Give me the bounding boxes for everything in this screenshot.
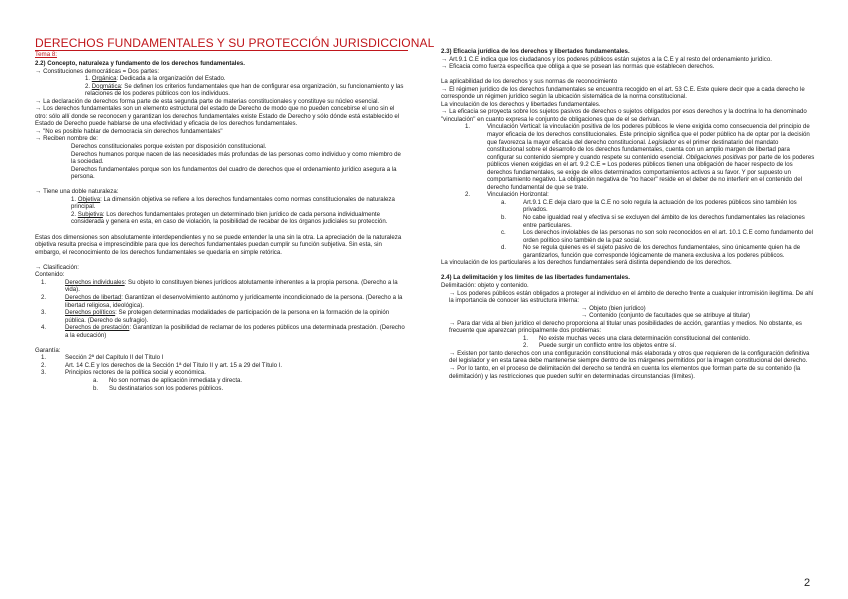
list-item: 2. Vinculación Horizontal:: [465, 191, 549, 199]
paragraph: → Por lo tanto, en el proceso de delimitación del derecho se tendrá en cuenta los elementos que forman parte de su contenido (la delimitación) y las restricciones que pueden sufrir en determinadas circunstancias (límites).: [441, 365, 815, 380]
list-item: Derechos fundamentales porque son los fundamentos del cuadro de derechos que el ordenamiento jurídico asegura a la persona.: [71, 165, 397, 181]
list-item: 4. Derechos de prestación: Garantizan la posibilidad de reclamar de los poderes públicos una determinada prestación. (Derecho a la educación): [41, 324, 405, 339]
paragraph: → Para dar vida al bien jurídico el derecho proporciona al titular unas posibilidades de acción, garantías y medios. No obstante, es frecuente que aparezcan principalmente dos problemas:: [441, 320, 815, 335]
list-item: Derechos constitucionales porque existen por disposición constitucional.: [71, 143, 267, 151]
paragraph: → Existen por tanto derechos con una configuración constitucional más elaborada y otros que requieren de la configuración definitiva del legislador y en esta tarea debe mantenerse siempre dentro de los márgenes permitidos por la imagen constitucional del derecho.: [441, 350, 815, 365]
page-number: 2: [804, 577, 811, 589]
list-item: 1. Objetiva: La dimensión objetiva se refiere a los derechos fundamentales como normas constitucionales de naturaleza principal.: [71, 195, 395, 211]
paragraph: → Los derechos fundamentales son un elemento estructural del estado de Derecho de modo que no pueden concebirse el uno sin el otro: sólo allí donde se reconocen y garantizan los derechos fundamentales existe Estado de Derecho y sólo dónde está establecido el Estado de Derecho puede hablarse de una efectividad y eficacia de los derechos fundamentales.: [35, 105, 407, 128]
list-item: 1. Vinculación Vertical: la vinculación positiva de los poderes públicos le viene exigida como consecuencia del principio de mayor eficacia de los derechos constitucionales. Este principio significa que el poder público ha de optar por la decisión que favorezca la mayor eficacia del derecho constitucional. Legislador es el primer destinatario del mandato constitucional sobre el desarrollo de los derechos fundamentales, cuenta con un amplio margen de libertad para configurar su contenido siempre y cuando respete su contenido esencial. Obligaciones positivas por parte de los poderes públicos vienen exigidas en el art. 9.2 C.E = Los poderes públicos tienen una obligación de hacer respecto de los derechos fundamentales, se exige de ellos determinados comportamientos activos a su favor. Y por supuesto un comportamiento negativo. La obligación negativa de "no hacer" reside en el deber de no interferir en el contenido del derecho fundamental de que se trate.: [465, 123, 815, 191]
paragraph: → Clasificación:: [35, 264, 407, 272]
list-item: 2. Derechos de libertad: Garantizan el desenvolvimiento autónomo y jurídicamente incondicionado de la persona. (Derecho a la libertad religiosa, ideológica).: [41, 293, 403, 309]
list-item: → Contenido (conjunto de facultades que se atribuye al titular): [441, 312, 815, 320]
list-item: c. Los derechos inviolables de las personas no son solo reconocidos en el art. 10.1 C.E como fundamento del orden político sino también de la paz social.: [501, 229, 813, 244]
list-item: a. No son normas de aplicación inmediata y directa.: [93, 376, 243, 384]
paragraph: Garantía:: [35, 346, 61, 354]
tema-label: Tema 8:: [35, 51, 58, 58]
left-column: [35, 60, 407, 392]
list-item: 2. Dogmática: Se definen los criterios fundamentales que han de configurar esa organización, su funcionamiento y las relaciones de los poderes públicos con los individuos.: [85, 82, 404, 98]
right-column: [441, 48, 815, 380]
paragraph: → Constituciones democráticas = Dos partes:: [35, 68, 407, 76]
section-heading: 2.3) Eficacia jurídica de los derechos y libertades fundamentales.: [441, 48, 630, 55]
paragraph: → El régimen jurídico de los derechos fundamentales se encuentra recogido en el art. 53 C.E. Este quiere decir que a cada derecho le corresponde un régimen jurídico según la ubicación sistemática de la norma constitucional.: [441, 86, 815, 101]
paragraph: → "No es posible hablar de democracia sin derechos fundamentales": [35, 128, 407, 136]
list-item: b. Su destinatarios son los poderes públicos.: [93, 384, 224, 392]
list-item: Derechos humanos porque nacen de las necesidades más profundas de las personas como individuo y como miembro de la sociedad.: [71, 150, 401, 166]
list-item: a. Art.9.1 C.E deja claro que la C.E no solo regula la actuación de los poderes públicos sino también los privados.: [501, 198, 797, 214]
list-item: 2. Art. 14 C.E y los derechos de la Sección 1ª del Título II y art. 15 a 29 del Título I.: [41, 361, 283, 369]
paragraph: → Reciben nombre de:: [35, 135, 407, 143]
paragraph: → La eficacia se proyecta sobre los sujetos pasivos de derechos o sujetos obligados por esos derechos y la doctrina lo ha denominado "vinculación" en cuanto expresa le conjunto de obligaciones que de el se derivan.: [441, 108, 815, 123]
list-item: 1. Orgánica: Dedicada a la organización del Estado.: [85, 75, 226, 83]
paragraph: La vinculación de los derechos y libertades fundamentales.: [441, 100, 601, 108]
paragraph: La vinculación de los particulares a los derechos fundamentales será distinta dependiendo de los derechos.: [441, 259, 732, 267]
paragraph: → Tiene una doble naturaleza:: [35, 188, 407, 196]
paragraph: Contenido:: [35, 271, 65, 279]
list-item: 1. No existe muchas veces una clara determinación constitucional del contenido.: [523, 334, 751, 342]
document-title: DERECHOS FUNDAMENTALES Y SU PROTECCIÓN JURISDICCIONAL: [35, 36, 435, 50]
paragraph: → Art.9.1 C.E indica que los ciudadanos y los poderes públicos están sujetos a la C.E y al resto del ordenamiento jurídico.: [441, 56, 815, 64]
list-item: 1. Derechos individuales: Su objeto lo constituyen bienes jurídicos atolutamente inherentes a la propia persona. (Derecho a la vida).: [41, 278, 398, 294]
section-heading: 2.2) Concepto, naturaleza y fundamento de los derechos fundamentales.: [35, 60, 245, 67]
title-underline: [35, 50, 408, 51]
paragraph: La aplicabilidad de los derechos y sus normas de reconocimiento: [441, 78, 618, 86]
section-heading: 2.4) La delimitación y los límites de las libertades fundamentales.: [441, 274, 630, 282]
paragraph: Delimitación: objeto y contenido.: [441, 281, 529, 289]
list-item: 3. Derechos políticos: Se protegen determinadas modalidades de participación de la persona en la formación de la opinión pública. (Derecho de sufragio).: [41, 309, 390, 324]
list-item: 1. Sección 2ª del Capítulo II del Título I: [41, 354, 164, 362]
list-item: 3. Principios rectores de la política social y económica.: [41, 369, 206, 377]
list-item: 2. Puede surgir un conflicto entre los objetos entre sí.: [523, 342, 677, 350]
list-item: 2. Subjetiva: Los derechos fundamentales protegen un determinado bien jurídico de cada persona individualmente considerada y genera en esta, en caso de violación, la posibilidad de recabar de los órganos judiciales su protección.: [71, 210, 388, 226]
paragraph: Estas dos dimensiones son absolutamente interdependientes y no se puede entender la una sin la otra. La apreciación de la naturaleza objetiva resulta precisa e imprescindible para que los derechos fundamentales puedan cumplir su función subjetiva. Sin esta, sin embargo, el reconocimiento de los derechos fundamentales se quedaría en simple retórica.: [35, 233, 402, 256]
paragraph: → Eficacia como fuerza específica que obliga a que se posean las normas que establecen derechos.: [441, 63, 815, 71]
paragraph: → Los poderes públicos están obligados a proteger al individuo en el ámbito de derecho frente a cualquier intromisión ilegítima. De ahí la importancia de conocer las estructura interna:: [441, 290, 815, 305]
paragraph: → La declaración de derechos forma parte de esta segunda parte de materias constitucionales y constituye su núcleo esencial.: [35, 98, 407, 106]
list-item: b. No cabe igualdad real y efectiva si se excluyen del ámbito de los derechos fundamentales las relaciones entre particulares.: [501, 214, 805, 229]
list-item: d. No se regula quienes es el sujeto pasivo de los derechos fundamentales, sino únicamente quien ha de garantizarlos, función que corresponde lógicamente de manera exclusiva a los poderes públicos.: [501, 244, 801, 259]
list-item: → Objeto (bien jurídico): [441, 305, 815, 313]
